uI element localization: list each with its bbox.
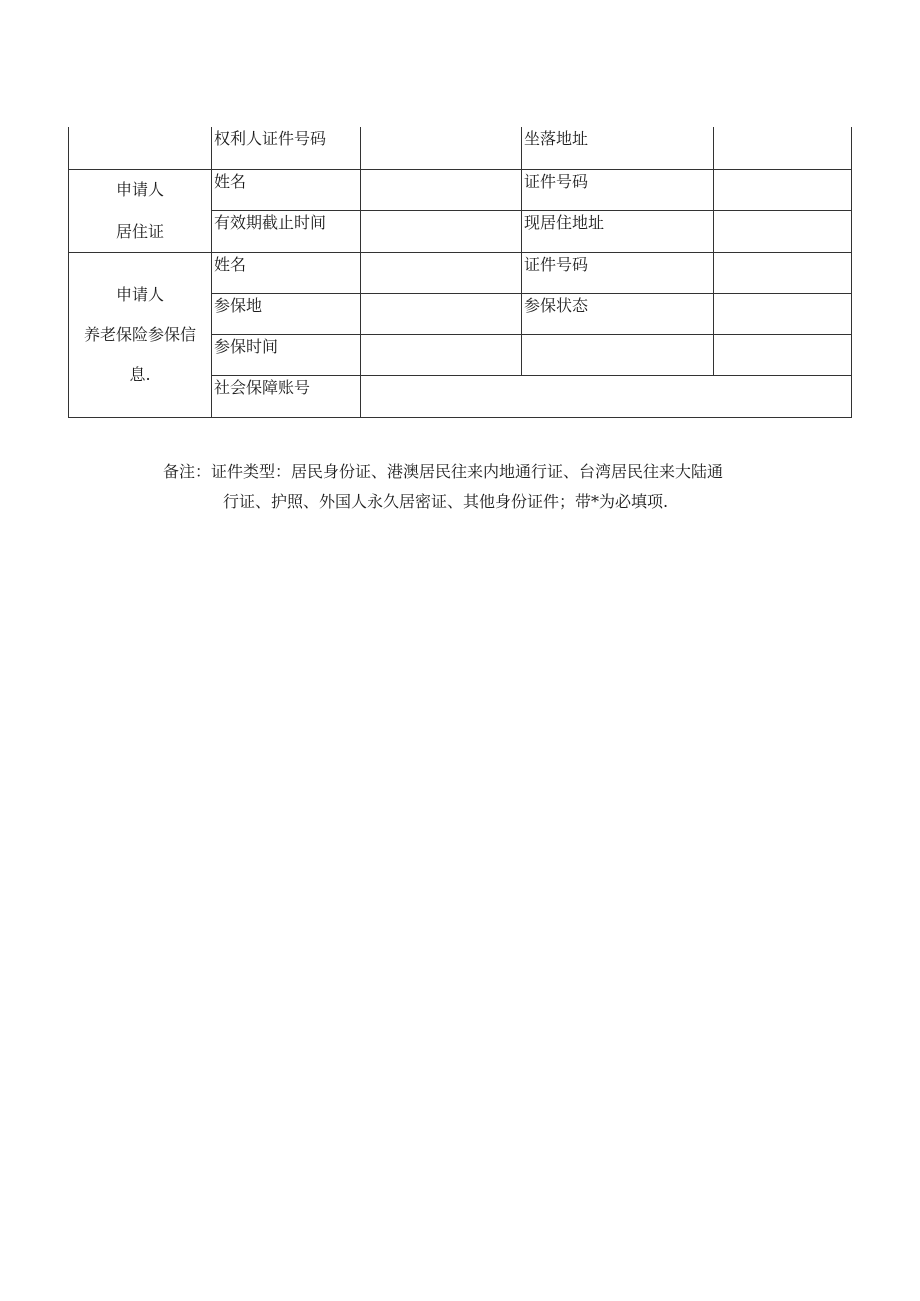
field-label-blank	[522, 334, 714, 375]
table-row	[69, 127, 852, 169]
section-label-pension-insurance	[69, 252, 212, 417]
section-continued-cell	[69, 127, 212, 169]
field-label-permit-id-number: 证件号码	[522, 169, 714, 210]
field-label-owner-id-number: 权利人证件号码	[212, 127, 361, 169]
section-label-line: 申请人	[115, 284, 164, 304]
field-label-insured-location: 参保地	[212, 293, 361, 334]
input-cell-permit-expiry[interactable]	[361, 210, 522, 252]
section-label-line: 息.	[129, 364, 151, 384]
field-label-property-address: 坐落地址	[522, 127, 714, 169]
input-cell-insured-name[interactable]	[361, 252, 522, 293]
section-label-line: 养老保险参保信	[83, 324, 196, 344]
input-cell-blank[interactable]	[714, 334, 852, 375]
note-line: 备注：证件类型：居民身份证、港澳居民往来内地通行证、台湾居民往来大陆通	[163, 462, 724, 481]
input-cell-insured-status[interactable]	[714, 293, 852, 334]
note-line: 行证、护照、外国人永久居密证、其他身份证件；带*为必填项.	[223, 492, 669, 511]
input-cell-owner-id-number[interactable]	[361, 127, 522, 169]
input-cell-permit-name[interactable]	[361, 169, 522, 210]
section-label-line: 申请人	[115, 179, 164, 199]
input-cell-insured-time[interactable]	[361, 334, 522, 375]
input-cell-social-security-account[interactable]	[361, 375, 852, 417]
field-label-insured-id-number: 证件号码	[522, 252, 714, 293]
input-cell-insured-id-number[interactable]	[714, 252, 852, 293]
field-label-insured-time: 参保时间	[212, 334, 361, 375]
input-cell-permit-id-number[interactable]	[714, 169, 852, 210]
field-label-social-security-account: 社会保障账号	[212, 375, 361, 417]
field-label-insured-status: 参保状态	[522, 293, 714, 334]
section-label-line: 居住证	[115, 221, 164, 241]
field-label-insured-name: 姓名	[212, 252, 361, 293]
form-note	[163, 457, 783, 517]
application-form-table	[68, 127, 852, 418]
table-row	[69, 252, 852, 293]
input-cell-insured-location[interactable]	[361, 293, 522, 334]
input-cell-property-address[interactable]	[714, 127, 852, 169]
section-label-residence-permit	[69, 169, 212, 252]
input-cell-current-address[interactable]	[714, 210, 852, 252]
field-label-permit-expiry: 有效期截止时间	[212, 210, 361, 252]
table-row	[69, 169, 852, 210]
field-label-permit-name: 姓名	[212, 169, 361, 210]
field-label-current-address: 现居住地址	[522, 210, 714, 252]
